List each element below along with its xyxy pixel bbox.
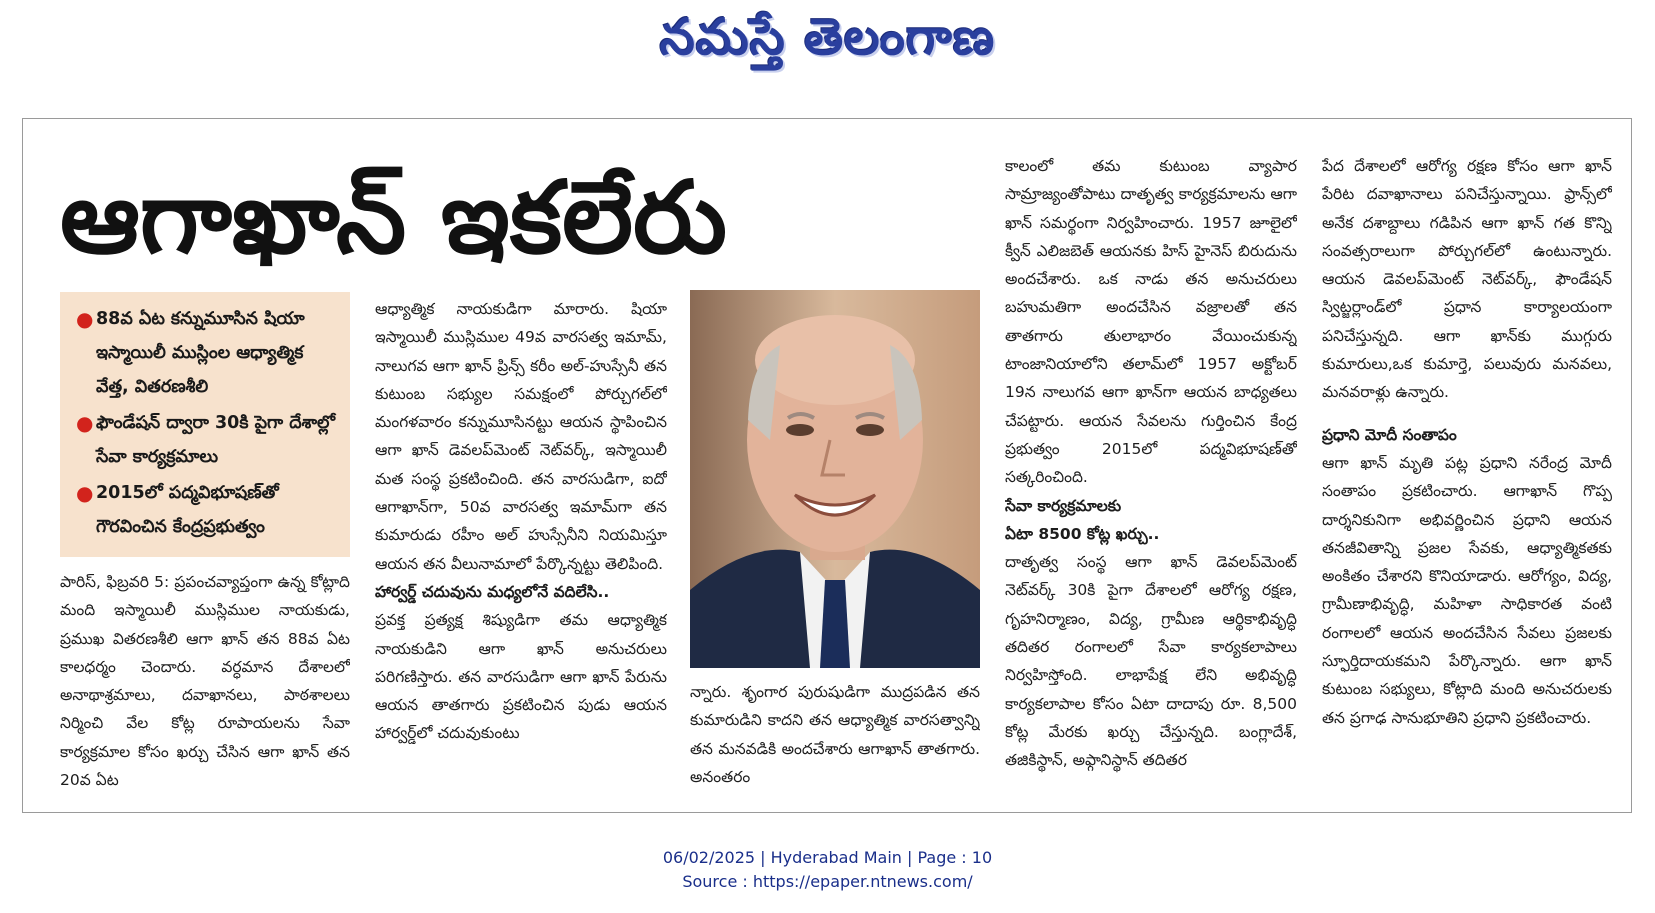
highlight-item: ● ఫౌండేషన్ ద్వారా 30కి పైగా దేశాల్లో సేవా కార్యక్రమాలు [74, 406, 340, 474]
article-column-5 [1322, 152, 1612, 793]
bullet-icon: ● [76, 307, 94, 331]
aga-khan-photo [690, 290, 980, 668]
column-text: ఆగా ఖాన్ మృతి పట్ల ప్రధాని నరేంద్ర మోదీ సంతాపం ప్రకటించారు. ఆగాఖాన్ గొప్ప దార్శనికునిగా అభివర్ణించిన ప్రధాని ఆయన తనజీవితాన్ని ప్రజల సేవకు, ఆధ్యాత్మికతకు అంకితం చేశారని కొనియాడారు. ఆరోగ్యం, విద్య, గ్రామీణాభివృద్ధి, మహిళా సాధికారత వంటి రంగాలలో ఆయన అందచేసిన సేవలు ప్రజలకు స్ఫూర్తిదాయకమని పేర్కొన్నారు. ఆగా ఖాన్ కుటుంబ సభ్యులు, కోట్లాది మంది అనుచరులకు తన ప్రగాఢ సానుభూతిని ప్రధాని ప్రకటించారు. [1322, 453, 1612, 727]
footer-source-link[interactable]: Source : https://epaper.ntnews.com/ [682, 872, 973, 891]
bullet-icon: ● [76, 411, 94, 435]
article-column-3 [690, 678, 980, 793]
article-column-2 [375, 295, 667, 793]
column-text: పారిస్, ఫిబ్రవరి 5: ప్రపంచవ్యాప్తంగా ఉన్న కోట్లాది మంది ఇస్మాయిలీ ముస్లిముల నాయకుడు, ప్రముఖ వితరణశీలి ఆగా ఖాన్ తన 88వ ఏట కాలధర్మం చెందారు. వర్ధమాన దేశాలలో అనాథాశ్రమాలు, దవాఖానలు, పాఠశాలలు నిర్మించి వేల కోట్ల రూపాయలను సేవా కార్యక్రమాల కోసం ఖర్చు చేసిన ఆగా ఖాన్ తన 20వ ఏట [60, 573, 350, 790]
article-column-1 [60, 568, 350, 793]
highlights-box [60, 292, 350, 557]
column-text: ప్రవక్త ప్రత్యక్ష శిష్యుడిగా తమ ఆధ్యాత్మిక నాయకుడిని ఆగా ఖాన్ అనుచరులు పరిగణిస్తారు. తన వారసుడిగా ఆగా ఖాన్ పేరును ఆయన తాతగారు ప్రకటించిన పుడు ఆయన హార్వర్డ్‌లో చదువుకుంటు [375, 611, 667, 743]
article-headline: ఆగాఖాన్ ఇకలేరు [60, 159, 727, 276]
subheading: సేవా కార్యక్రమాలకు [1005, 496, 1122, 515]
column-text: కాలంలో తమ కుటుంబ వ్యాపార సామ్రాజ్యంతోపాటు దాతృత్వ కార్యక్రమాలను ఆగా ఖాన్ సమర్థంగా నిర్వహించారు. 1957 జూలైలో క్వీన్ ఎలిజబెత్ ఆయనకు హిస్ హైనెస్ బిరుదును అందచేశారు. ఒక నాడు తన అనుచరులు బహుమతిగా అందచేసిన వజ్రాలతో తన తాతగారు తులాభారం వేయించుకున్న టాంజానియాలోని తలామ్‌లో 1957 అక్టోబర్ 19న నాలుగవ ఆగా ఖాన్‌గా ఆయన బాధ్యతలు చేపట్టారు. ఆయన సేవలను గుర్తించిన కేంద్ర ప్రభుత్వం 2015లో పద్మవిభూషణ్‌తో సత్కరించింది. [1005, 157, 1297, 487]
subheading: ఏటా 8500 కోట్ల ఖర్చు.. [1005, 524, 1160, 543]
article-column-4 [1005, 152, 1297, 793]
highlight-item: ● 88వ ఏట కన్నుమూసిన షియా ఇస్మాయిలీ ముస్లింల ఆధ్యాత్మిక వేత్త, వితరణశీలి [74, 302, 340, 404]
bullet-icon: ● [76, 481, 94, 505]
highlight-item: ● 2015లో పద్మవిభూషణ్‌తో గౌరవించిన కేంద్రప్రభుత్వం [74, 476, 340, 544]
column-text: న్నారు. శృంగార పురుషుడిగా ముద్రపడిన తన కుమారుడిని కాదని తన ఆధ్యాత్మిక వారసత్వాన్ని తన మనవడికి అందచేశారు ఆగాఖాన్ తాతగారు. అనంతరం [690, 683, 980, 786]
column-text: ఆధ్యాత్మిక నాయకుడిగా మారారు. షియా ఇస్మాయిలీ ముస్లిముల 49వ వారసత్వ ఇమామ్, నాలుగవ ఆగా ఖాన్ ప్రిన్స్ కరీం అల్-హుస్సేనీ తన కుటుంబ సభ్యుల సమక్షంలో పోర్చుగల్‌లో మంగళవారం కన్నుమూసినట్టు ఆయన స్థాపించిన ఆగా ఖాన్ డెవలప్‌మెంట్ నెట్‌వర్క్, ఇస్మాయిలీ మత సంస్థ ప్రకటించింది. తన వారసుడిగా, ఐదో ఆగాఖాన్‌గా, 50వ వారసత్వ ఇమామ్‌గా తన కుమారుడు రహీం అల్ హుస్సేనీని నియమిస్తూ ఆయన తన వీలునామాలో పేర్కొన్నట్టు తెలిపింది. [375, 300, 667, 573]
masthead-logo: నమస్తే తెలంగాణ [659, 8, 996, 66]
subheading: ప్రధాని మోదీ సంతాపం [1322, 425, 1457, 444]
column-text: దాతృత్వ సంస్థ ఆగా ఖాన్ డెవలప్‌మెంట్ నెట్‌వర్క్ 30కి పైగా దేశాలలో ఆరోగ్య రక్షణ, గృహనిర్మాణం, విద్య, గ్రామీణ ఆర్థికాభివృద్ధి తదితర రంగాలలో సేవా కార్యకలాపాలు నిర్వహిస్తోంది. లాభాపేక్ష లేని అభివృద్ధి కార్యకలాపాల కోసం ఏటా దాదాపు రూ. 8,500 కోట్ల మేరకు ఖర్చు చేస్తున్నది. బంగ్లాదేశ్, తజికిస్థాన్, అఫ్గానిస్థాన్ తదితర [1005, 553, 1297, 770]
column-text: పేద దేశాలలో ఆరోగ్య రక్షణ కోసం ఆగా ఖాన్ పేరిట దవాఖానాలు పనిచేస్తున్నాయి. ఫ్రాన్స్‌లో అనేక దశాబ్దాలు గడిపిన ఆగా ఖాన్ గత కొన్ని సంవత్సరాలుగా పోర్చుగల్‌లో ఉంటున్నారు. ఆయన డెవలప్‌మెంట్ నెట్‌వర్క్, ఫౌండేషన్ స్విట్జర్లాండ్‌లో ప్రధాన కార్యాలయంగా పనిచేస్తున్నది. ఆగా ఖాన్‌కు ముగ్గురు కుమారులు,ఒక కుమార్తె, పలువురు మనవలు, మనవరాళ్లు ఉన్నారు. [1322, 157, 1612, 402]
subheading: హార్వర్డ్ చదువును మధ్యలోనే వదిలేసి.. [375, 582, 610, 601]
footer-edition-info: 06/02/2025 | Hyderabad Main | Page : 10 [662, 848, 993, 867]
